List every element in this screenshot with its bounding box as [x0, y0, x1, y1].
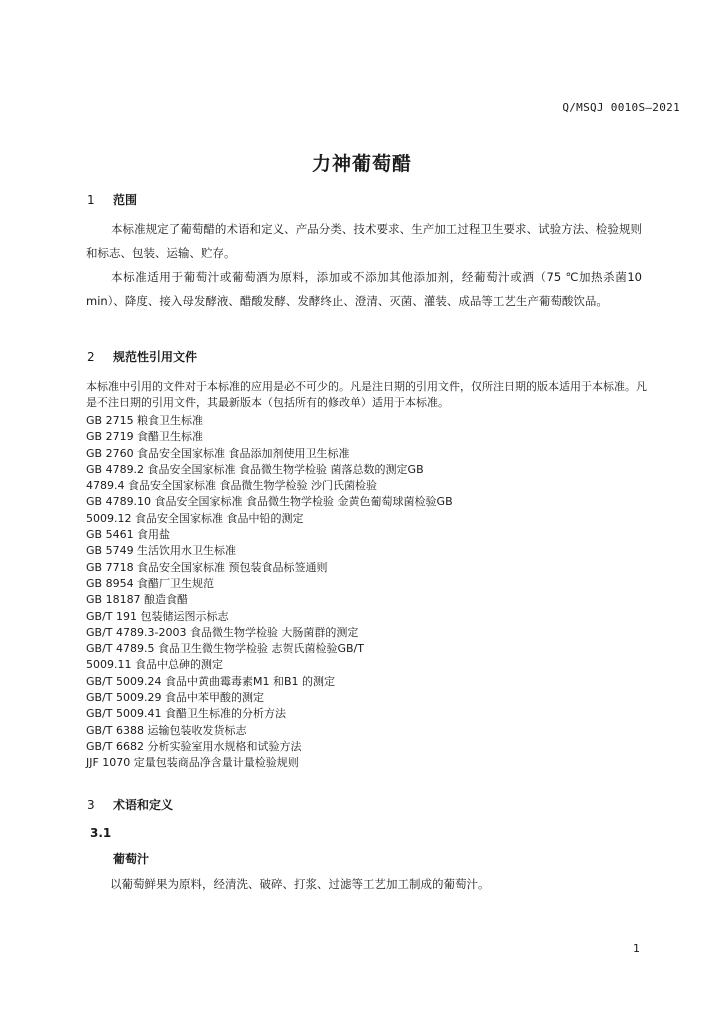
reference-item: GB 2760 食品安全国家标准 食品添加剂使用卫生标准	[86, 446, 350, 460]
scope-paragraph: 本标准规定了葡萄醋的术语和定义、产品分类、技术要求、生产加工过程卫生要求、试验方法、检验规则和标志、包装、运输、贮存。	[86, 222, 642, 260]
reference-item: GB/T 4789.3-2003 食品微生物学检验 大肠菌群的测定	[86, 625, 359, 639]
term-definition: 以葡萄鲜果为原料，经清洗、破碎、打浆、过滤等工艺加工制成的葡萄汁。	[110, 877, 490, 891]
reference-item: GB 8954 食醋厂卫生规范	[86, 576, 215, 590]
reference-item: GB 2719 食醋卫生标准	[86, 430, 204, 444]
scope-paragraph: 本标准适用于葡萄汁或葡萄酒为原料，添加或不添加其他添加剂，经葡萄汁或酒（75 ℃加热杀菌10 min）、降度、接入母发酵液、醋酸发酵、发酵终止、澄清、灭菌、灌装、成品等工艺生产葡萄酸饮品。	[86, 270, 642, 308]
document-title: 力神葡萄醋	[311, 153, 412, 175]
reference-item: GB/T 191 包装储运图示标志	[86, 609, 229, 623]
reference-item: JJF 1070 定量包装商品净含量计量检验规则	[86, 756, 299, 770]
section-title: 规范性引用文件	[113, 350, 198, 364]
term-number: 3.1	[90, 826, 112, 840]
reference-item: 5009.11 食品中总砷的测定	[86, 658, 223, 672]
section-heading-scope	[87, 191, 137, 208]
reference-item: GB 4789.10 食品安全国家标准 食品微生物学检验 金黄色葡萄球菌检验GB	[86, 495, 453, 509]
reference-item: 5009.12 食品安全国家标准 食品中铅的测定	[86, 511, 304, 525]
section-number: 1	[87, 193, 95, 207]
section-title: 术语和定义	[113, 798, 174, 812]
reference-item: 4789.4 食品安全国家标准 食品微生物学检验 沙门氏菌检验	[86, 479, 377, 493]
reference-item: GB 5461 食用盐	[86, 528, 171, 542]
reference-item: GB 7718 食品安全国家标准 预包装食品标签通则	[86, 560, 328, 574]
reference-item: GB/T 6682 分析实验室用水规格和试验方法	[86, 739, 302, 753]
section-heading-terms	[87, 796, 173, 813]
section-title: 范围	[113, 193, 138, 207]
reference-item: GB/T 5009.29 食品中苯甲酸的测定	[86, 691, 264, 705]
section-number: 2	[87, 350, 95, 364]
standard-code: Q/MSQJ 0010S—2021	[562, 101, 680, 114]
term-name: 葡萄汁	[113, 852, 150, 866]
section-number: 3	[87, 798, 95, 812]
reference-item: GB/T 5009.24 食品中黄曲霉毒素M1 和B1 的测定	[86, 674, 336, 688]
reference-item: GB/T 6388 运输包装收发货标志	[86, 723, 247, 737]
reference-list	[86, 413, 453, 772]
section-heading-normative	[87, 348, 197, 365]
reference-item: GB 4789.2 食品安全国家标准 食品微生物学检验 菌落总数的测定GB	[86, 462, 424, 476]
reference-item: GB 5749 生活饮用水卫生标准	[86, 544, 237, 558]
normative-intro: 本标准中引用的文件对于本标准的应用是必不可少的。凡是注日期的引用文件，仅所注日期的版本适用于本标准。凡是不注日期的引用文件，其最新版本（包括所有的修改单）适用于本标准。	[86, 380, 647, 409]
reference-item: GB 2715 粮食卫生标准	[86, 414, 204, 427]
reference-item: GB/T 4789.5 食品卫生微生物学检验 志贺氏菌检验GB/T	[86, 642, 364, 656]
reference-item: GB 18187 酿造食醋	[86, 593, 189, 607]
page-number: 1	[633, 942, 640, 955]
reference-item: GB/T 5009.41 食醋卫生标准的分析方法	[86, 707, 286, 721]
